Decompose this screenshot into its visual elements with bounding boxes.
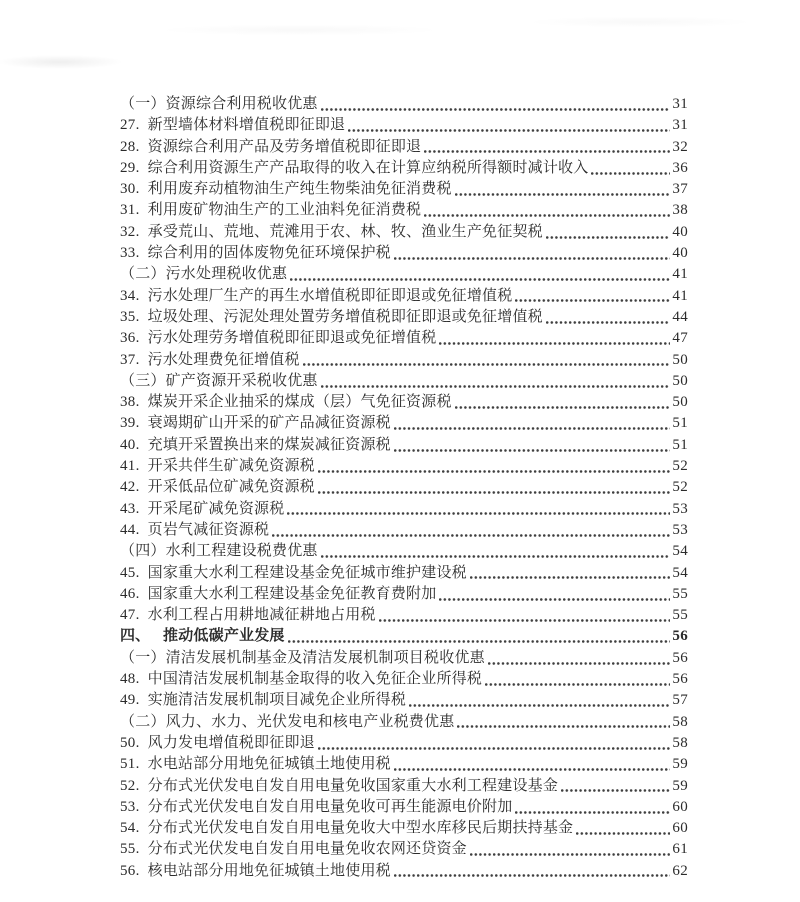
toc-entry-page: 50 xyxy=(672,394,688,411)
toc-entry-page: 55 xyxy=(672,607,688,624)
toc-entry-title: （四）水利工程建设税费优惠 xyxy=(120,543,318,560)
toc-entry-title: 水电站部分用地免征城镇土地使用税 xyxy=(147,756,391,773)
toc-entry-number: 43. xyxy=(120,500,140,517)
toc-entry-title: 风力发电增值税即征即退 xyxy=(147,734,315,751)
toc-entry-page: 32 xyxy=(672,138,688,155)
toc-entry-page: 41 xyxy=(672,266,688,283)
toc-entry-title: 利用废弃动植物油生产纯生物柴油免征消费税 xyxy=(147,181,452,198)
toc-entry-number: 54. xyxy=(120,820,140,837)
toc-dot-leader xyxy=(455,193,671,196)
toc-dot-leader xyxy=(318,470,671,473)
toc-dot-leader xyxy=(546,236,671,239)
toc-dot-leader xyxy=(424,214,670,217)
toc-dot-leader xyxy=(394,768,671,771)
toc-entry xyxy=(120,669,688,690)
toc-entry-title: 污水处理费免征增值税 xyxy=(147,351,300,368)
toc-entry xyxy=(120,541,688,562)
toc-entry-page: 58 xyxy=(672,713,688,730)
toc-entry-number: 46. xyxy=(120,585,140,602)
toc-entry-page: 36 xyxy=(672,159,688,176)
toc-entry-page: 51 xyxy=(672,415,688,432)
toc-dot-leader xyxy=(457,725,670,728)
toc-dot-leader xyxy=(515,811,670,814)
toc-entry xyxy=(120,712,688,733)
toc-dot-leader xyxy=(394,427,671,430)
toc-entry-number: 28. xyxy=(120,138,140,155)
toc-entry xyxy=(120,648,688,669)
toc-entry-number: 34. xyxy=(120,287,140,304)
toc-entry xyxy=(120,435,688,456)
toc-entry-number: 51. xyxy=(120,756,140,773)
toc-entry-number: 40. xyxy=(120,436,140,453)
toc-entry-title: 新型墙体材料增值税即征即退 xyxy=(147,117,346,134)
toc-entry xyxy=(120,776,688,797)
toc-entry xyxy=(120,94,688,115)
toc-dot-leader xyxy=(394,449,671,452)
toc-entry xyxy=(120,690,688,711)
toc-entry-page: 50 xyxy=(672,351,688,368)
toc-entry-title: 开采共伴生矿减免资源税 xyxy=(147,458,315,475)
toc-entry-title: 中国清洁发展机制基金取得的收入免征企业所得税 xyxy=(147,671,483,688)
toc-entry-number: 48. xyxy=(120,671,140,688)
toc-entry-number: 37. xyxy=(120,351,140,368)
toc-entry-number: 35. xyxy=(120,308,140,325)
toc-dot-leader xyxy=(321,108,671,111)
toc-entry-title: 充填开采置换出来的煤炭减征资源税 xyxy=(147,436,391,453)
toc-entry-page: 31 xyxy=(672,96,688,112)
toc-entry-title: 分布式光伏发电自发自用电量免收可再生能源电价附加 xyxy=(147,798,513,815)
toc-dot-leader xyxy=(379,619,671,622)
toc-entry-page: 52 xyxy=(672,458,688,475)
toc-entry-number: 52. xyxy=(120,777,140,794)
toc-entry-page: 50 xyxy=(672,372,688,389)
toc-entry-number: 49. xyxy=(120,692,140,709)
toc-entry-page: 47 xyxy=(672,330,688,347)
toc-entry-title: 综合利用资源生产产品取得的收入在计算应纳税所得额时减计收入 xyxy=(147,159,589,176)
toc-dot-leader xyxy=(424,150,670,153)
toc-entry-number: 31. xyxy=(120,202,140,219)
toc-entry-title: 页岩气减征资源税 xyxy=(147,521,270,538)
toc-entry-title: （二）风力、水力、光伏发电和核电产业税费优惠 xyxy=(120,713,455,730)
toc-entry xyxy=(120,307,688,328)
toc-entry-title: （一）资源综合利用税收优惠 xyxy=(120,96,318,112)
toc-entry-page: 31 xyxy=(672,117,688,134)
toc-entry-page: 53 xyxy=(672,521,688,538)
toc-entry xyxy=(120,243,688,264)
toc-entry-number: 55. xyxy=(120,841,140,858)
toc-dot-leader xyxy=(272,534,670,537)
toc-entry xyxy=(120,350,688,371)
toc-dot-leader xyxy=(591,172,670,175)
toc-entry-page: 56 xyxy=(672,628,688,645)
toc-entry xyxy=(120,733,688,754)
toc-entry-number: 27. xyxy=(120,117,140,134)
toc-entry-title: 利用废矿物油生产的工业油料免征消费税 xyxy=(147,202,422,219)
toc-entry-number: 32. xyxy=(120,223,140,240)
table-of-contents xyxy=(120,94,688,882)
scan-artifact xyxy=(0,0,800,80)
toc-dot-leader xyxy=(455,406,671,409)
toc-dot-leader xyxy=(546,321,671,324)
toc-entry-page: 44 xyxy=(672,308,688,325)
toc-entry xyxy=(120,605,688,626)
toc-entry xyxy=(120,499,688,520)
toc-dot-leader xyxy=(318,747,671,750)
toc-dot-leader xyxy=(288,640,671,643)
toc-entry-title: （二）污水处理税收优惠 xyxy=(120,266,288,283)
toc-dot-leader xyxy=(488,662,671,665)
toc-entry-title: 开采低品位矿减免资源税 xyxy=(147,479,315,496)
toc-entry-page: 62 xyxy=(672,862,688,879)
toc-entry-title: 实施清洁发展机制项目减免企业所得税 xyxy=(147,692,407,709)
toc-entry xyxy=(120,861,688,882)
toc-entry xyxy=(120,456,688,477)
toc-entry-page: 40 xyxy=(672,223,688,240)
toc-entry-title: 衰竭期矿山开采的矿产品减征资源税 xyxy=(147,415,391,432)
toc-entry-page: 60 xyxy=(672,820,688,837)
toc-entry-title: 污水处理厂生产的再生水增值税即征即退或免征增值税 xyxy=(147,287,513,304)
toc-entry-page: 59 xyxy=(672,777,688,794)
toc-dot-leader xyxy=(303,363,671,366)
toc-entry xyxy=(120,520,688,541)
toc-entry-number: 38. xyxy=(120,394,140,411)
toc-dot-leader xyxy=(470,853,671,856)
toc-entry-number: 45. xyxy=(120,564,140,581)
toc-entry xyxy=(120,371,688,392)
toc-dot-leader xyxy=(470,576,671,579)
toc-entry-title: 资源综合利用产品及劳务增值税即征即退 xyxy=(147,138,422,155)
toc-dot-leader xyxy=(287,512,670,515)
toc-entry-page: 60 xyxy=(672,798,688,815)
toc-entry-title: （三）矿产资源开采税收优惠 xyxy=(120,372,318,389)
toc-entry xyxy=(120,115,688,136)
toc-entry-title: 水利工程占用耕地减征耕地占用税 xyxy=(147,607,376,624)
toc-entry-title: 分布式光伏发电自发自用电量免收国家重大水利工程建设基金 xyxy=(147,777,559,794)
toc-entry-title: 承受荒山、荒地、荒滩用于农、林、牧、渔业生产免征契税 xyxy=(147,223,543,240)
toc-dot-leader xyxy=(561,789,670,792)
toc-entry-number: 30. xyxy=(120,181,140,198)
toc-entry xyxy=(120,179,688,200)
toc-entry-number: 36. xyxy=(120,330,140,347)
toc-entry-number: 53. xyxy=(120,798,140,815)
toc-dot-leader xyxy=(321,385,671,388)
toc-entry xyxy=(120,222,688,243)
toc-entry-title: 国家重大水利工程建设基金免征城市维护建设税 xyxy=(147,564,467,581)
toc-dot-leader xyxy=(394,874,671,877)
toc-entry-title: 推动低碳产业发展 xyxy=(163,628,285,645)
toc-entry-number: 44. xyxy=(120,521,140,538)
toc-entry-title: 污水处理劳务增值税即征即退或免征增值税 xyxy=(147,330,437,347)
toc-entry xyxy=(120,839,688,860)
toc-entry-page: 57 xyxy=(672,692,688,709)
toc-entry xyxy=(120,754,688,775)
toc-dot-leader xyxy=(576,832,670,835)
toc-entry-number: 29. xyxy=(120,159,140,176)
toc-entry-number: 42. xyxy=(120,479,140,496)
toc-entry-number: 50. xyxy=(120,734,140,751)
toc-entry xyxy=(120,818,688,839)
toc-dot-leader xyxy=(409,704,670,707)
toc-dot-leader xyxy=(439,342,670,345)
toc-entry-page: 56 xyxy=(672,649,688,666)
toc-dot-leader xyxy=(348,129,670,132)
toc-entry-page: 55 xyxy=(672,585,688,602)
toc-dot-leader xyxy=(515,299,670,302)
toc-entry xyxy=(120,584,688,605)
toc-entry-title: 核电站部分用地免征城镇土地使用税 xyxy=(147,862,391,879)
toc-dot-leader xyxy=(485,683,670,686)
toc-dot-leader xyxy=(439,598,670,601)
toc-entry-page: 58 xyxy=(672,734,688,751)
toc-entry-page: 51 xyxy=(672,436,688,453)
toc-entry-page: 61 xyxy=(672,841,688,858)
toc-dot-leader xyxy=(321,555,671,558)
toc-entry-title: 开采尾矿减免资源税 xyxy=(147,500,285,517)
toc-entry xyxy=(120,158,688,179)
toc-entry xyxy=(120,392,688,413)
toc-entry xyxy=(120,286,688,307)
toc-entry xyxy=(120,477,688,498)
toc-entry xyxy=(120,797,688,818)
toc-entry xyxy=(120,413,688,434)
toc-entry-page: 56 xyxy=(672,671,688,688)
toc-entry-page: 38 xyxy=(672,202,688,219)
toc-entry-page: 54 xyxy=(672,564,688,581)
toc-entry-title: 煤炭开采企业抽采的煤成（层）气免征资源税 xyxy=(147,394,452,411)
toc-entry xyxy=(120,563,688,584)
toc-dot-leader xyxy=(290,278,670,281)
toc-entry xyxy=(120,264,688,285)
toc-entry-number: 47. xyxy=(120,607,140,624)
toc-entry-title: 综合利用的固体废物免征环境保护税 xyxy=(147,245,391,262)
toc-entry-title: （一）清洁发展机制基金及清洁发展机制项目税收优惠 xyxy=(120,649,485,666)
toc-entry-number: 56. xyxy=(120,862,140,879)
toc-entry-page: 54 xyxy=(672,543,688,560)
toc-entry-title: 国家重大水利工程建设基金免征教育费附加 xyxy=(147,585,437,602)
toc-entry-number: 39. xyxy=(120,415,140,432)
toc-entry-page: 52 xyxy=(672,479,688,496)
toc-entry-title: 分布式光伏发电自发自用电量免收大中型水库移民后期扶持基金 xyxy=(147,820,574,837)
toc-entry-page: 40 xyxy=(672,245,688,262)
toc-entry-page: 37 xyxy=(672,181,688,198)
toc-entry-number: 41. xyxy=(120,458,140,475)
toc-entry xyxy=(120,626,688,647)
toc-entry-page: 59 xyxy=(672,756,688,773)
toc-entry-page: 41 xyxy=(672,287,688,304)
toc-entry xyxy=(120,328,688,349)
toc-entry-title: 分布式光伏发电自发自用电量免收农网还贷资金 xyxy=(147,841,467,858)
toc-entry-title: 垃圾处理、污泥处理处置劳务增值税即征即退或免征增值税 xyxy=(147,308,543,325)
toc-entry xyxy=(120,200,688,221)
toc-entry-number: 33. xyxy=(120,245,140,262)
toc-dot-leader xyxy=(318,491,671,494)
toc-entry-page: 53 xyxy=(672,500,688,517)
toc-entry xyxy=(120,137,688,158)
toc-entry-number: 四、 xyxy=(120,628,151,645)
toc-dot-leader xyxy=(394,257,671,260)
